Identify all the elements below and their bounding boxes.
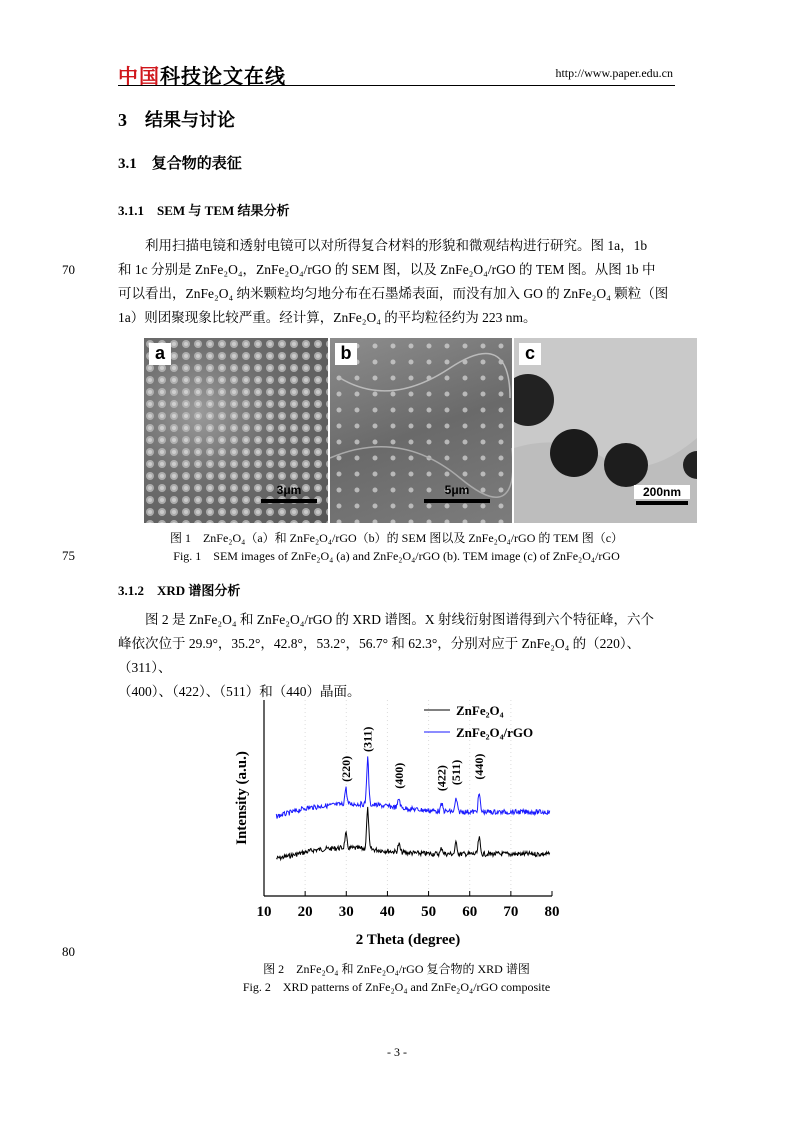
legend-entry: ZnFe₂O₄ — [456, 703, 504, 718]
sem-panel-a — [144, 338, 328, 523]
peak-label: (511) — [449, 759, 464, 786]
panel-label-b: b — [335, 343, 357, 365]
peak-label: (422) — [434, 765, 449, 792]
figure1-image — [144, 338, 697, 523]
para1-line1: 利用扫描电镜和透射电镜可以对所得复合材料的形貌和微观结构进行研究。图 1a，1b — [145, 238, 648, 253]
x-tick-label: 40 — [379, 904, 395, 920]
subsubsection-xrd-title: 3.1.2 XRD 谱图分析 — [118, 583, 241, 598]
section-title: 3 结果与讨论 — [118, 110, 235, 130]
sem-panel-b — [330, 338, 512, 523]
panel-label-c: c — [519, 343, 541, 365]
peak-label: (311) — [360, 726, 375, 752]
peak-label: (220) — [338, 755, 353, 782]
header-rule — [118, 85, 675, 86]
subsubsection-sem-title: 3.1.1 SEM 与 TEM 结果分析 — [118, 203, 290, 218]
scale-bar-c — [636, 501, 688, 505]
page-number: - 3 - — [387, 1045, 407, 1059]
x-tick-label: 20 — [297, 904, 313, 920]
x-tick-label: 30 — [338, 904, 354, 920]
figure2-caption-en: Fig. 2 XRD patterns of ZnFe₂O₄ and ZnFe₂O₄/rGO composite — [242, 980, 551, 994]
para1-line4: 1a）则团聚现象比较严重。经计算，ZnFe₂O₄ 的平均粒径约为 223 nm。 — [118, 310, 537, 325]
figure1-caption-en: Fig. 1 SEM images of ZnFe₂O₄ (a) and ZnFe₂O₄/rGO (b). TEM image (c) of ZnFe₂O₄/rGO — [173, 549, 620, 563]
line-number: 75 — [62, 548, 75, 563]
x-tick-label: 80 — [544, 904, 560, 920]
peak-label: (400) — [391, 762, 406, 789]
legend-entry: ZnFe₂O₄/rGO — [456, 725, 534, 740]
scale-bar-a — [261, 499, 317, 503]
scale-bar-b — [424, 499, 490, 503]
paragraph-sem — [118, 234, 675, 330]
x-tick-label: 60 — [462, 904, 478, 920]
figure1-caption-cn: 图 1 ZnFe₂O₄（a）和 ZnFe₂O₄/rGO（b）的 SEM 图以及 ZnFe₂O₄/rGO 的 TEM 图（c） — [169, 531, 624, 545]
paragraph-xrd — [118, 608, 675, 704]
y-axis-label: Intensity (a.u.) — [234, 751, 250, 845]
para1-line3: 可以看出，ZnFe₂O₄ 纳米颗粒均匀地分布在石墨烯表面，而没有加入 GO 的 ZnFe₂O₄ 颗粒（图 — [118, 286, 669, 301]
line-number: 80 — [62, 944, 75, 959]
scale-label-a: 3μm — [276, 483, 302, 497]
scale-label-c: 200nm — [634, 485, 690, 499]
series-line-0 — [276, 807, 549, 860]
panel-label-a: a — [149, 343, 171, 365]
subsection-title: 3.1 复合物的表征 — [118, 156, 242, 172]
peak-label: (440) — [472, 753, 487, 780]
x-axis-label: 2 Theta (degree) — [355, 932, 461, 948]
line-number: 70 — [62, 262, 75, 277]
header-url[interactable]: http://www.paper.edu.cn — [555, 66, 673, 80]
scale-label-b: 5μm — [444, 483, 470, 497]
para2-line3: （400）、（422）、（511）和（440）晶面。 — [118, 684, 361, 699]
tem-panel-c — [514, 338, 697, 523]
para2-line2: 峰依次位于 29.9°，35.2°，42.8°，53.2°，56.7° 和 62.3°，分别对应于 ZnFe₂O₄ 的（220）、（311）、 — [118, 636, 641, 675]
para2-line1: 图 2 是 ZnFe₂O₄ 和 ZnFe₂O₄/rGO 的 XRD 谱图。X 射线衍射图谱得到六个特征峰，六个 — [145, 612, 654, 627]
series-line-1 — [276, 753, 549, 818]
x-tick-label: 10 — [256, 904, 272, 920]
figure2-caption-cn: 图 2 ZnFe₂O₄ 和 ZnFe₂O₄/rGO 复合物的 XRD 谱图 — [263, 962, 530, 976]
para1-line2: 和 1c 分别是 ZnFe₂O₄，ZnFe₂O₄/rGO 的 SEM 图，以及 ZnFe₂O₄/rGO 的 TEM 图。从图 1b 中 — [118, 262, 656, 277]
x-tick-label: 70 — [503, 904, 519, 920]
x-tick-label: 50 — [421, 904, 437, 920]
journal-logo: 中国科技论文在线 — [118, 64, 286, 88]
xrd-chart — [228, 692, 572, 954]
